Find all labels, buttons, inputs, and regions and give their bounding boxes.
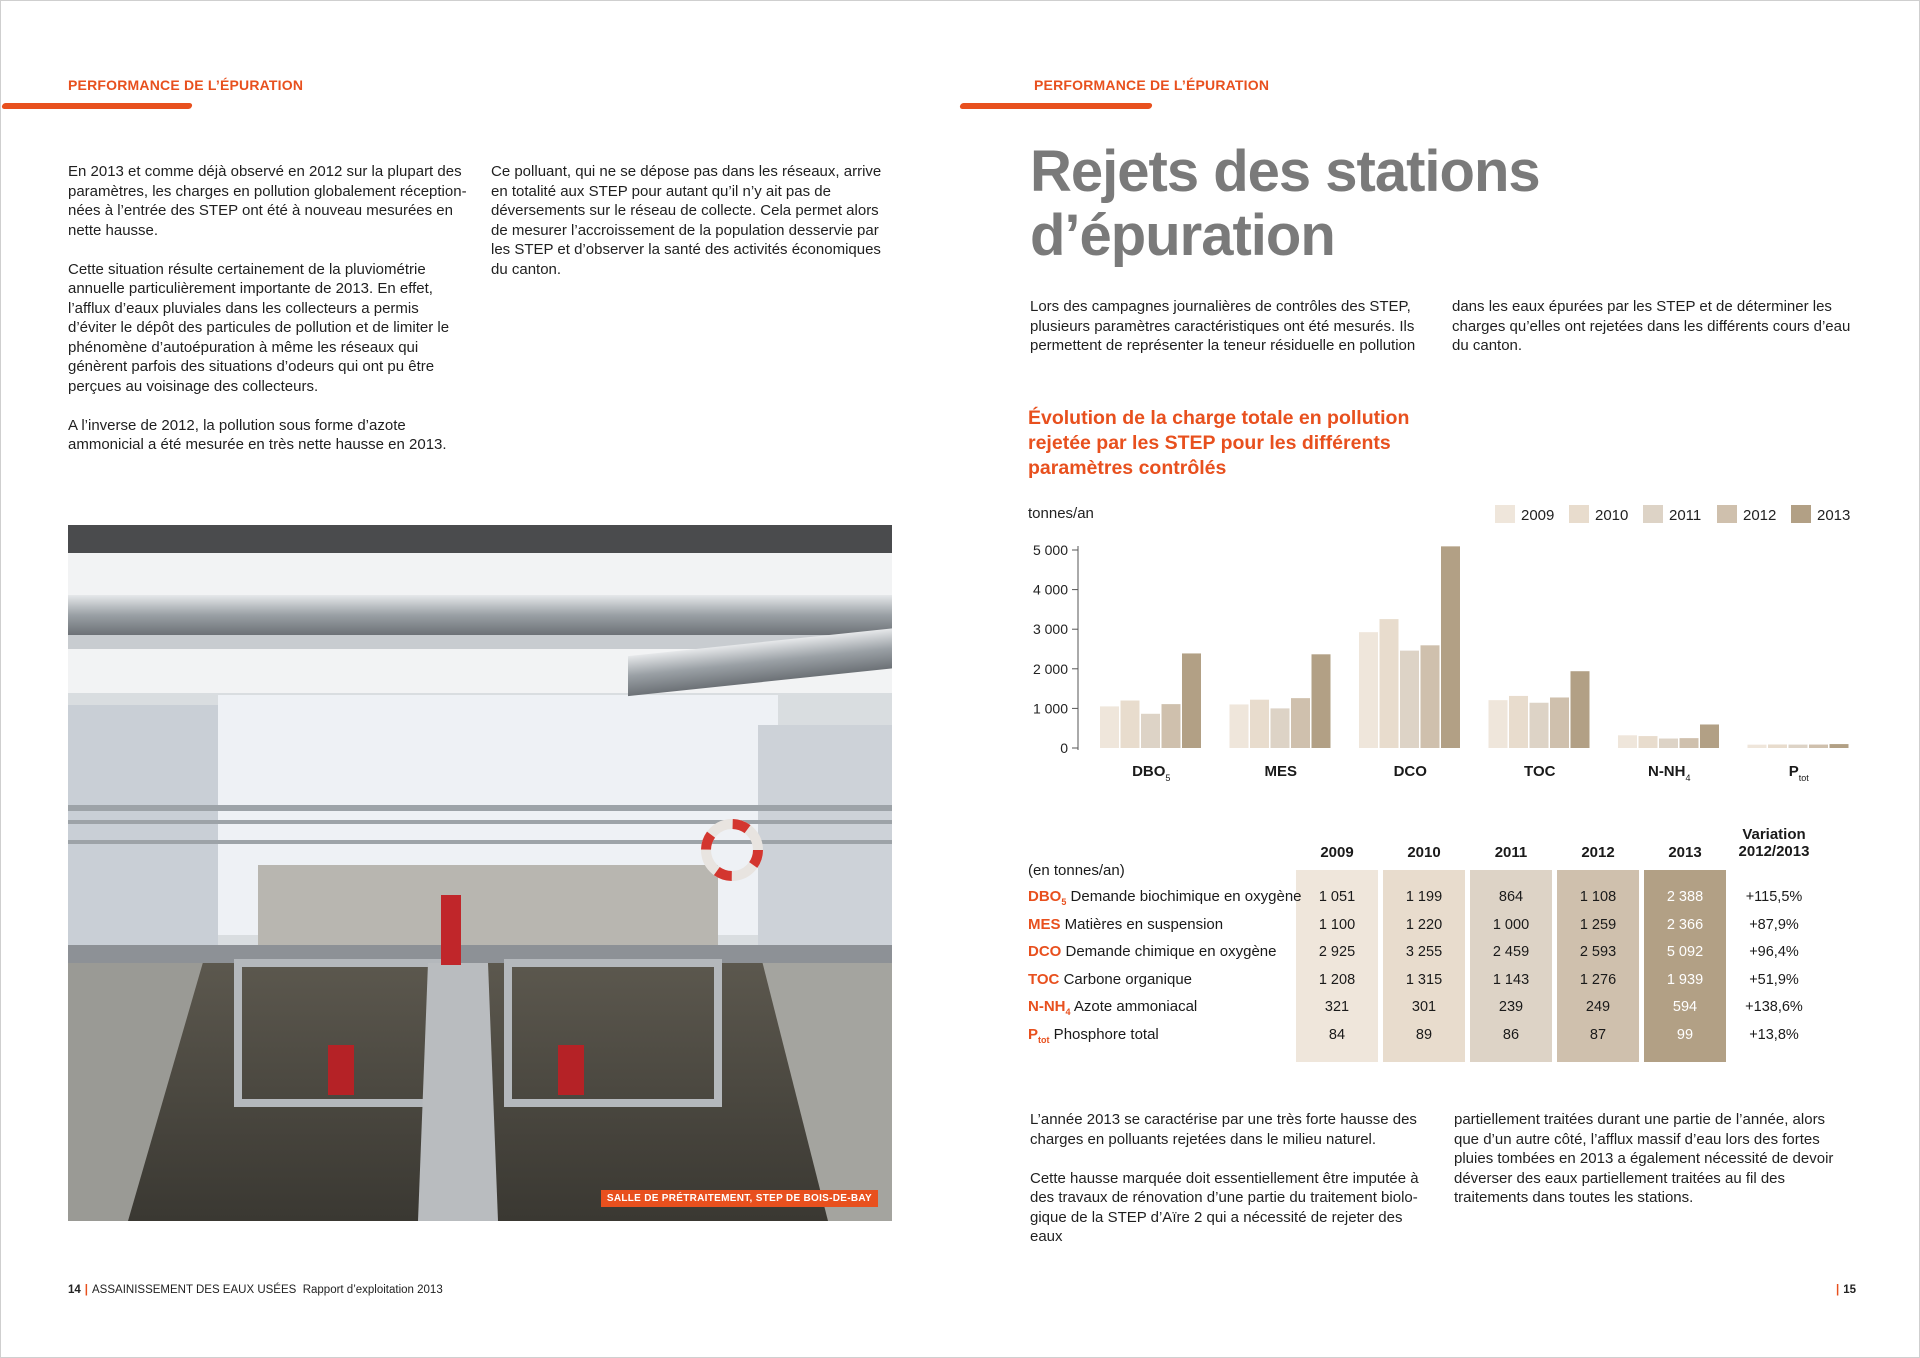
page-title — [1030, 140, 1540, 268]
bar-Ptot-2012 — [1809, 745, 1828, 748]
page-footer — [68, 1284, 443, 1296]
variation-cell: +115,5% — [1745, 889, 1803, 905]
table-cell: 3 255 — [1405, 944, 1443, 960]
bar-Ptot-2013 — [1830, 744, 1849, 748]
legend-label-2012: 2012 — [1743, 507, 1777, 524]
row-label — [1028, 971, 1192, 988]
bar-N-NH4-2012 — [1680, 738, 1699, 748]
bar-DBO5-2013 — [1182, 653, 1201, 748]
parameter-subscript: tot — [1038, 1034, 1050, 1045]
bar-TOC-2013 — [1571, 671, 1590, 748]
parameter-description: Demande chimique en oxygène — [1061, 943, 1277, 960]
table-cell: 99 — [1676, 1026, 1694, 1043]
table-cell: 1 108 — [1579, 889, 1617, 905]
year-header: 2010 — [1407, 844, 1441, 861]
intro-column-2 — [1452, 297, 1852, 375]
variation-header-line-2: 2012/2013 — [1738, 843, 1810, 860]
page-title-line-1: Rejets des stations — [1030, 139, 1540, 204]
table-cell: 2 925 — [1318, 944, 1356, 960]
row-label — [1028, 943, 1276, 960]
y-tick-label: 0 — [1060, 740, 1068, 756]
table-cell: 1 100 — [1318, 916, 1356, 933]
table-cell: 239 — [1498, 999, 1524, 1015]
photo-caption: SALLE DE PRÉTRAITEMENT, STEP DE BOIS-DE-BAY — [601, 1190, 878, 1207]
table-cell: 1 051 — [1318, 889, 1356, 905]
x-tick-label: $N-NH_4$ — [1647, 763, 1691, 783]
bar-DCO-2009 — [1359, 632, 1378, 748]
legend-swatch-2011 — [1643, 505, 1663, 523]
footer-subtitle: Rapport d’exploitation 2013 — [302, 1284, 443, 1296]
table-cell: 1 143 — [1492, 971, 1530, 988]
bar-Ptot-2011 — [1789, 745, 1808, 748]
parameter-description: Azote ammoniacal — [1070, 998, 1198, 1015]
section-label: PERFORMANCE DE L’ÉPURATION — [68, 77, 304, 93]
x-tick-label: $DBO_5$ — [1132, 763, 1171, 783]
parameter-code: P — [1028, 1025, 1039, 1043]
footer-separator: | — [84, 1284, 89, 1296]
bar-MES-2010 — [1250, 700, 1269, 748]
table-cell: 1 000 — [1492, 916, 1530, 933]
table-cell: 2 388 — [1666, 889, 1704, 905]
x-tick-label: TOC — [1524, 763, 1556, 780]
year-header: 2009 — [1320, 844, 1354, 861]
parameter-code: MES — [1028, 915, 1061, 933]
table-cell: 864 — [1498, 889, 1524, 905]
bar-MES-2013 — [1312, 654, 1331, 748]
table-cell: 1 259 — [1579, 916, 1617, 933]
bar-TOC-2011 — [1530, 703, 1549, 748]
bar-TOC-2010 — [1509, 696, 1528, 748]
parameter-description: Demande biochimique en oxygène — [1066, 888, 1302, 905]
table-cell: 1 315 — [1405, 971, 1443, 988]
y-tick-label: 4 000 — [1032, 581, 1068, 598]
row-label — [1028, 916, 1223, 933]
y-tick-label: 1 000 — [1032, 700, 1068, 717]
year-header: 2012 — [1581, 844, 1615, 861]
parameter-code: DBO — [1028, 888, 1062, 905]
year-header: 2011 — [1494, 844, 1528, 861]
photo-illustration — [68, 525, 892, 1221]
variation-cell: +138,6% — [1745, 999, 1803, 1015]
variation-cell: +13,8% — [1749, 1026, 1799, 1043]
closing-column-1 — [1030, 1110, 1430, 1266]
y-tick-label: 5 000 — [1032, 542, 1068, 558]
pollution-table — [1028, 820, 1888, 1070]
table-cell: 321 — [1324, 999, 1350, 1015]
variation-header-line-1: Variation — [1742, 826, 1806, 843]
paragraph: Ce polluant, qui ne se dépose pas dans les réseaux, arrive en totalité aux STEP pour autant qu’il n’y ait pas de déversements sur le réseau de collecte. Cela permet alors de mesurer l’accroissement de la population desservie par les STEP et d’observer la santé des activités économiques du canton. — [491, 163, 882, 278]
table-cell: 89 — [1415, 1026, 1433, 1043]
paragraph: L’année 2013 se caractérise par une très forte hausse des charges en polluants rejetées dans le milieu naturel. — [1030, 1111, 1417, 1148]
bar-N-NH4-2013 — [1700, 724, 1719, 748]
variation-cell: +51,9% — [1749, 971, 1799, 988]
parameter-description: Phosphore total — [1049, 1025, 1159, 1043]
bar-MES-2012 — [1291, 698, 1310, 748]
table-cell: 1 276 — [1579, 971, 1617, 988]
pollution-bar-chart — [960, 490, 1920, 790]
legend-swatch-2012 — [1717, 505, 1737, 523]
footer-title: ASSAINISSEMENT DES EAUX USÉES — [92, 1284, 297, 1296]
table-cell: 594 — [1672, 999, 1698, 1015]
paragraph: partiellement traitées durant une partie de l’année, alors que d’un autre côté, l’afflux massif d’eau lors des fortes pluies tombées en 2013 a également nécessité de devoir déverser des eaux partiellement traitées au fil des traitements dans toutes les stations. — [1454, 1111, 1834, 1206]
page-title-line-2: d’épuration — [1030, 203, 1335, 268]
table-cell: 86 — [1502, 1026, 1520, 1043]
legend-label-2013: 2013 — [1817, 507, 1851, 524]
treatment-hall-photo — [68, 525, 892, 1221]
bar-DBO5-2011 — [1141, 714, 1160, 748]
x-tick-label: DCO — [1393, 763, 1427, 780]
table-cell: 301 — [1411, 999, 1437, 1015]
bar-DBO5-2012 — [1162, 704, 1181, 748]
bar-TOC-2009 — [1489, 700, 1508, 748]
text-column-1 — [68, 162, 468, 474]
row-label — [1028, 998, 1197, 1017]
bar-N-NH4-2009 — [1618, 735, 1637, 748]
parameter-subscript: 5 — [1061, 897, 1067, 907]
y-tick-label: 2 000 — [1032, 660, 1068, 677]
parameter-description: Carbone organique — [1059, 970, 1193, 988]
parameter-code: DCO — [1028, 943, 1062, 960]
bar-Ptot-2009 — [1748, 745, 1767, 748]
text-column-2 — [491, 162, 891, 299]
row-label — [1028, 1026, 1159, 1045]
page-number: 14 — [68, 1284, 81, 1296]
table-cell: 1 199 — [1405, 889, 1443, 905]
table-cell: 1 220 — [1405, 916, 1443, 933]
orange-brush-stroke — [959, 103, 1152, 109]
bar-TOC-2012 — [1550, 697, 1569, 748]
table-cell: 2 459 — [1492, 944, 1530, 960]
orange-brush-stroke — [1, 103, 192, 109]
bar-MES-2011 — [1271, 708, 1290, 748]
table-cell: 1 939 — [1666, 971, 1704, 988]
paragraph: Lors des campagnes journalières de contrôles des STEP, plusieurs paramètres caractéristiques ont été mesurés. Ils permettent de représenter la teneur résiduelle en pollution — [1030, 298, 1416, 354]
table-cell: 2 366 — [1666, 916, 1704, 933]
paragraph: dans les eaux épurées par les STEP et de déterminer les charges qu’elles ont rejetées dans les différents cours d’eau du canton. — [1452, 298, 1851, 354]
paragraph: A l’inverse de 2012, la pollution sous forme d’azote ammonicial a été mesurée en très nette hausse en 2013. — [68, 416, 447, 453]
chart-heading: Évolution de la charge totale en pollution rejetée par les STEP pour les différents paramètres contrôlés — [1028, 407, 1410, 479]
paragraph: Cette situation résulte certainement de la pluviométrie annuelle particulièrement importante de 2013. En effet, l’afflux d’eaux pluviales dans les collecteurs a permis d’éviter le dépôt des particules de pollution et de limiter le phénomène d’autoépuration à même les réseaux qui génèrent parfois des situations d’odeurs qui ont pu être perçues au voisinage des collecteurs. — [68, 260, 450, 395]
table-cell: 5 092 — [1666, 944, 1704, 960]
y-axis-label: tonnes/an — [1028, 505, 1094, 522]
legend-label-2010: 2010 — [1595, 507, 1629, 524]
table-cell: 84 — [1328, 1026, 1346, 1043]
legend-swatch-2013 — [1791, 505, 1811, 523]
parameter-description: Matières en suspension — [1060, 915, 1224, 933]
row-label — [1028, 888, 1302, 907]
table-cell: 2 593 — [1579, 944, 1617, 960]
page-number: 15 — [1843, 1284, 1857, 1296]
variation-header — [1728, 826, 1820, 860]
bar-Ptot-2010 — [1768, 744, 1787, 748]
bar-DCO-2013 — [1441, 546, 1460, 748]
year-header: 2013 — [1668, 844, 1702, 861]
bar-N-NH4-2010 — [1639, 736, 1658, 748]
bar-DBO5-2009 — [1100, 706, 1119, 748]
paragraph: Cette hausse marquée doit essentiellement être imputée à des travaux de rénovation d’une partie du traitement biolo-gique de la STEP d’Aïre 2 qui a nécessité de rejeter des eaux — [1030, 1169, 1419, 1245]
parameter-code: TOC — [1028, 970, 1060, 988]
bar-MES-2009 — [1230, 704, 1249, 748]
closing-column-2 — [1454, 1110, 1854, 1227]
bar-DCO-2012 — [1421, 645, 1440, 748]
legend-swatch-2010 — [1569, 505, 1589, 523]
unit-label: (en tonnes/an) — [1028, 862, 1125, 879]
parameter-code: N-NH — [1028, 998, 1066, 1015]
footer-separator: | — [1836, 1284, 1840, 1296]
variation-cell: +96,4% — [1749, 944, 1799, 960]
right-page — [960, 0, 1920, 1358]
bar-DCO-2011 — [1400, 651, 1419, 748]
section-label: PERFORMANCE DE L’ÉPURATION — [1034, 77, 1270, 93]
page-footer — [1832, 1284, 1856, 1296]
table-cell: 1 208 — [1318, 971, 1356, 988]
y-tick-label: 3 000 — [1032, 621, 1068, 638]
legend-label-2009: 2009 — [1521, 507, 1555, 524]
bar-N-NH4-2011 — [1659, 739, 1678, 748]
bar-DBO5-2010 — [1121, 701, 1140, 748]
x-tick-label: $P_{tot}$ — [1788, 763, 1809, 783]
parameter-subscript: 4 — [1065, 1007, 1071, 1017]
table-cell: 249 — [1585, 999, 1611, 1015]
intro-column-1 — [1030, 297, 1430, 375]
x-tick-label: MES — [1264, 763, 1298, 780]
legend-label-2011: 2011 — [1669, 507, 1702, 524]
table-cell: 87 — [1589, 1026, 1607, 1043]
variation-cell: +87,9% — [1749, 916, 1799, 933]
paragraph: En 2013 et comme déjà observé en 2012 sur la plupart des paramètres, les charges en pollution globalement réception-nées à l’entrée des STEP ont été à nouveau mesurées en nette hausse. — [68, 163, 467, 239]
bar-DCO-2010 — [1380, 619, 1399, 748]
legend-swatch-2009 — [1495, 505, 1515, 523]
